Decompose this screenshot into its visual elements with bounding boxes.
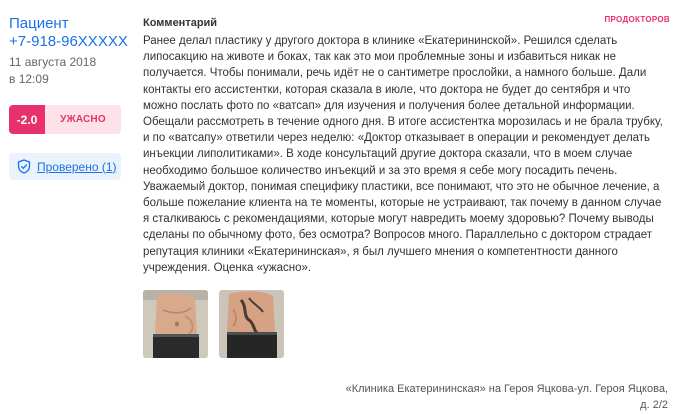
- comment-section: [143, 16, 673, 276]
- verified-link[interactable]: Проверено (1): [37, 159, 117, 174]
- photo-gallery: [143, 290, 284, 358]
- clinic-location: [288, 381, 668, 413]
- comment-heading: Комментарий: [143, 17, 218, 29]
- prodoctorov-logo[interactable]: ПРОДОКТОРОВ: [604, 15, 670, 24]
- author-name[interactable]: Пациент: [9, 15, 69, 32]
- patient-photo-front[interactable]: [143, 290, 208, 358]
- rating-label: УЖАСНО: [45, 105, 121, 134]
- verified-badge[interactable]: [9, 153, 121, 180]
- review-date: [9, 54, 129, 88]
- author-panel: [9, 15, 129, 180]
- review-date-time: в 12:09: [9, 72, 49, 86]
- clinic-location-line2: д. 2/2: [640, 399, 668, 411]
- review-date-day: 11 августа 2018: [9, 55, 97, 69]
- rating-score: -2.0: [9, 105, 45, 134]
- shield-check-icon: [17, 159, 31, 174]
- rating-badge: [9, 105, 121, 134]
- author-phone[interactable]: +7-918-96XXXXX: [9, 33, 128, 50]
- clinic-location-line1: «Клиника Екатерининская» на Героя Яцкова-ул. Героя Яцкова,: [345, 383, 668, 395]
- patient-photo-side[interactable]: [219, 290, 284, 358]
- comment-text: Ранее делал пластику у другого доктора в клинике «Екатерининской». Решился сделать липосакцию на животе и боках, так как это мои проблемные зоны и избавиться никак не получается. Чтобы понимали, речь идёт не о сантиметре прослойки, а намного больше. Дали контакты его ассистентки, которая сказала в июле, что доктора не будет до сентября и что можно послать фото по «ватсап» для изучения и получения более детальной информации. Обещали рассмотреть в течение одного дня. В итоге ассистентка морозилась и не брала трубку, и по «ватсапу» ответили через неделю: «Доктор отказывает в операции и рекомендует делать инъекции липолитиками». В ходе консультаций другие доктора сказали, что в моем случае необходимо большое количество инъекций и за это время я себе могу посадить печень. Уважаемый доктор, понимая специфику пластики, все понимают, что это не обычное лечение, а больше пожелание клиента на те моменты, которые не устраивают, так почему в данном случае я сталкиваюсь с рекомендациями, которые могут навредить моему здоровью? Почему выводы сделаны по обычному фото, без осмотра? Вопросов много. Параллельно с доктором страдает репутация клиники «Екатерининская», я был лучшего мнения о компетентности данного учреждения. Оценка «ужасно».: [143, 35, 663, 274]
